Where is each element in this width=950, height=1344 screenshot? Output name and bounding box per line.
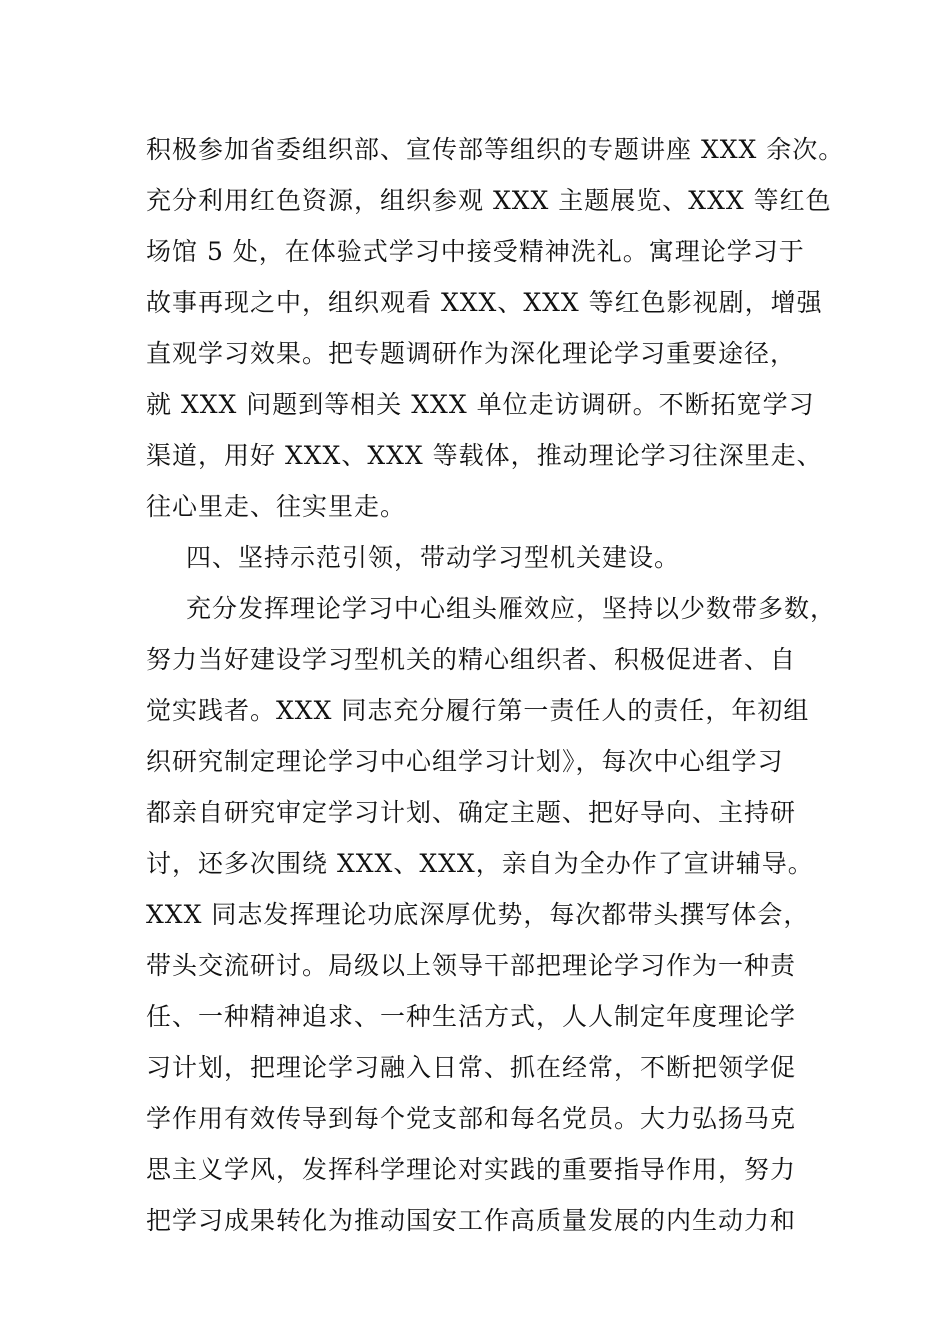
text-line: 直观学习效果。把专题调研作为深化理论学习重要途径， — [146, 339, 797, 368]
text-line: 织研究制定理论学习中心组学习计划》，每次中心组学习 — [146, 747, 784, 776]
text-line: 故事再现之中，组织观看 XXX、XXX 等红色影视剧，增强 — [146, 288, 823, 317]
text-line: XXX 同志发挥理论功底深厚优势，每次都带头撰写体会， — [146, 900, 810, 929]
text-line: 渠道，用好 XXX、XXX 等载体，推动理论学习往深里走、 — [146, 441, 823, 470]
text-line: 讨，还多次围绕 XXX、XXX，亲自为全办作了宣讲辅导。 — [146, 849, 814, 878]
section-heading: 四、坚持示范引领，带动学习型机关建设。 — [186, 543, 681, 572]
text-line: 习计划，把理论学习融入日常、抓在经常，不断把领学促 — [146, 1053, 797, 1082]
text-line: 就 XXX 问题到等相关 XXX 单位走访调研。不断拓宽学习 — [146, 390, 815, 419]
paragraph-first-line: 充分发挥理论学习中心组头雁效应，坚持以少数带多数， — [186, 594, 837, 623]
text-line: 努力当好建设学习型机关的精心组织者、积极促进者、自 — [146, 645, 797, 674]
text-line: 带头交流研讨。局级以上领导干部把理论学习作为一种责 — [146, 951, 797, 980]
text-line: 学作用有效传导到每个党支部和每名党员。大力弘扬马克 — [146, 1104, 797, 1133]
text-line: 往心里走、往实里走。 — [146, 492, 407, 521]
text-line: 场馆 5 处，在体验式学习中接受精神洗礼。寓理论学习于 — [146, 237, 805, 266]
text-line: 都亲自研究审定学习计划、确定主题、把好导向、主持研 — [146, 798, 797, 827]
text-line: 觉实践者。XXX 同志充分履行第一责任人的责任，年初组 — [146, 696, 810, 725]
text-line: 充分利用红色资源，组织参观 XXX 主题展览、XXX 等红色 — [146, 186, 832, 215]
text-line: 把学习成果转化为推动国安工作高质量发展的内生动力和 — [146, 1206, 797, 1235]
text-line: 任、一种精神追求、一种生活方式，人人制定年度理论学 — [146, 1002, 797, 1031]
text-line: 积极参加省委组织部、宣传部等组织的专题讲座 XXX 余次。 — [146, 135, 845, 164]
text-line: 思主义学风，发挥科学理论对实践的重要指导作用，努力 — [146, 1155, 797, 1184]
